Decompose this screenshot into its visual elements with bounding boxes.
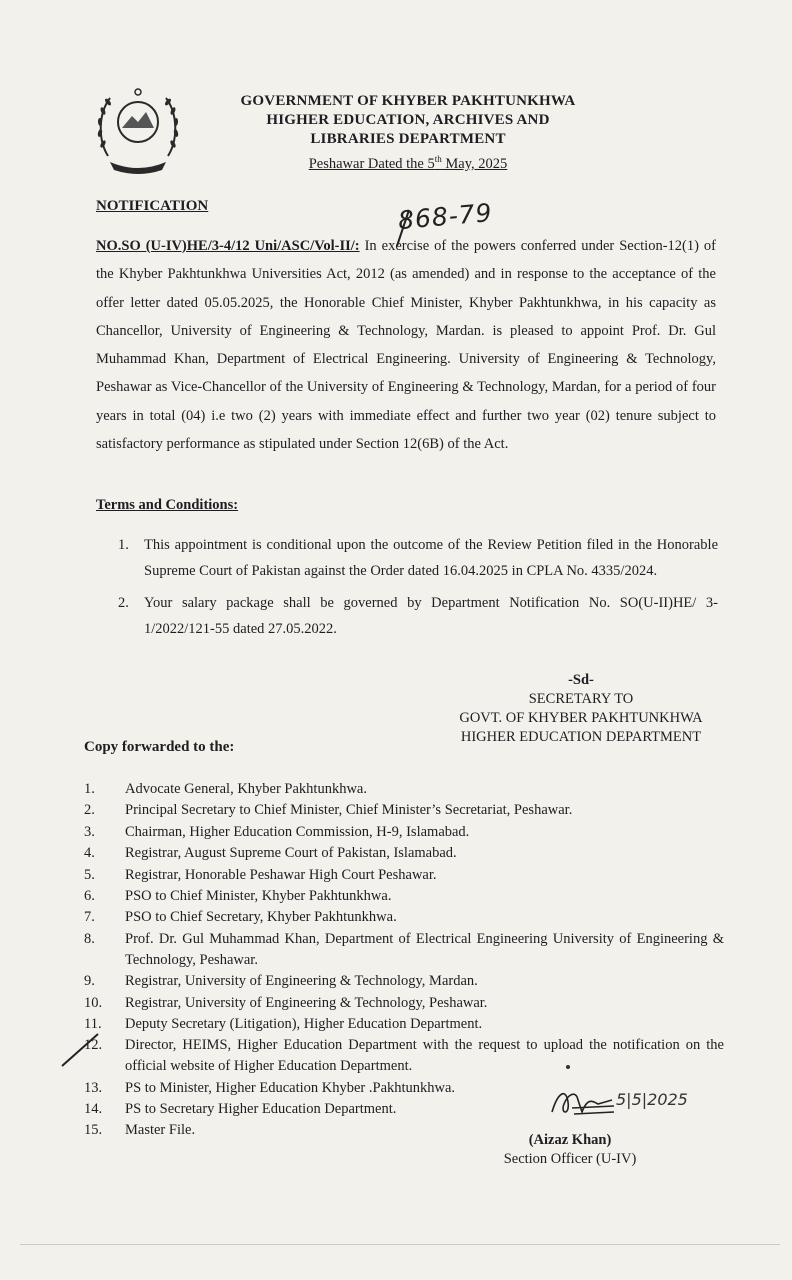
list-item — [84, 779, 724, 800]
list-item-text: PS to Secretary Higher Education Department. — [125, 1101, 397, 1118]
list-item-text: Registrar, University of Engineering & Technology, Mardan. — [125, 973, 478, 990]
list-item-number: 4. — [84, 845, 95, 862]
date-ordinal: th — [434, 154, 442, 164]
list-item-text: Registrar, University of Engineering & Technology, Peshawar. — [125, 994, 488, 1011]
list-item-text: Director, HEIMS, Higher Education Department with the request to upload the notification on the official website of Higher Education Department. — [125, 1037, 724, 1075]
list-item-text: Registrar, August Supreme Court of Pakistan, Islamabad. — [125, 845, 457, 862]
list-item-number: 7. — [84, 909, 95, 926]
list-item-text: Principal Secretary to Chief Minister, Chief Minister’s Secretariat, Peshawar. — [125, 802, 573, 819]
terms-item — [118, 590, 718, 642]
list-item — [84, 843, 724, 864]
list-item-number: 6. — [84, 887, 95, 904]
list-item-number: 8. — [84, 930, 95, 947]
list-item-text: Registrar, Honorable Peshawar High Court Peshawar. — [125, 866, 437, 883]
list-item-number: 1. — [84, 781, 95, 797]
copy-forwarded-title: Copy forwarded to the: — [84, 739, 235, 755]
list-item — [84, 1035, 724, 1077]
list-item — [84, 1014, 724, 1035]
notification-title: NOTIFICATION — [96, 198, 209, 214]
handwritten-sign-date: 5|5|2025 — [616, 1090, 688, 1109]
list-item-number: 11. — [84, 1015, 102, 1032]
signature-line: HIGHER EDUCATION DEPARTMENT — [460, 729, 702, 745]
list-item — [84, 800, 724, 821]
list-item-text: Master File. — [125, 1122, 196, 1139]
list-item-text: Chairman, Higher Education Commission, H-9, Islamabad. — [125, 823, 470, 840]
header-dateline — [228, 150, 588, 174]
header-department-line: HIGHER EDUCATION, ARCHIVES AND — [266, 112, 550, 128]
signature-line: SECRETARY TO — [528, 691, 634, 707]
list-item — [84, 993, 724, 1014]
list-item-text: PSO to Chief Secretary, Khyber Pakhtunkhwa. — [125, 909, 397, 926]
terms-item-text: This appointment is conditional upon the outcome of the Review Petition filed in the Honorable Supreme Court of Pakistan against the Order dated 16.04.2025 in CPLA No. 4335/2024. — [144, 537, 718, 579]
handwritten-diary-number: 868-79 — [396, 197, 494, 236]
list-item-text: Deputy Secretary (Litigation), Higher Education Department. — [125, 1015, 483, 1032]
terms-list — [118, 532, 718, 648]
section-officer-block — [490, 1131, 650, 1169]
list-item-text: PS to Minister, Higher Education Khyber .Pakhtunkhwa. — [125, 1079, 456, 1096]
copy-forwarded-list — [84, 779, 724, 1142]
list-item-number: 13. — [84, 1079, 103, 1096]
list-item-number: 2. — [84, 802, 95, 819]
list-item-number: 3. — [84, 823, 95, 840]
terms-item — [118, 532, 718, 584]
header-government: GOVERNMENT OF KHYBER PAKHTUNKHWA — [240, 93, 576, 109]
terms-title: Terms and Conditions: — [96, 497, 239, 513]
list-item-text: Advocate General, Khyber Pakhtunkhwa. — [125, 781, 367, 797]
ink-dot — [566, 1065, 570, 1069]
date-prefix: Peshawar Dated the 5 — [308, 155, 435, 172]
document-header — [228, 92, 588, 174]
header-department-line: LIBRARIES DEPARTMENT — [310, 131, 506, 147]
date-rest: May, 2025 — [441, 155, 508, 172]
officer-name: (Aizaz Khan) — [528, 1132, 612, 1148]
terms-item-number: 1. — [118, 537, 129, 553]
government-seal-logo — [88, 78, 188, 178]
list-item — [84, 865, 724, 886]
list-item — [84, 929, 724, 971]
signature-line: GOVT. OF KHYBER PAKHTUNKHWA — [459, 710, 703, 726]
list-item — [84, 971, 724, 992]
terms-item-text: Your salary package shall be governed by Department Notification No. SO(U-II)HE/ 3-1/2022/121-55 dated 27.05.2022. — [144, 595, 718, 637]
list-item-number: 9. — [84, 973, 95, 990]
list-item-text: Prof. Dr. Gul Muhammad Khan, Department of Electrical Engineering University of Engineering & Technology, Peshawar. — [125, 930, 724, 968]
notification-text: In exercise of the powers conferred under Section-12(1) of the Khyber Pakhtunkhwa Universities Act, 2012 (as amended) and in response to the acceptance of the offer letter dated 05.05.2025, the Honorable Chief Minister, Khyber Pakhtunkhwa, in his capacity as Chancellor, University of Engineering & Technology, Mardan. is pleased to appoint Prof. Dr. Gul Muhammad Khan, Department of Electrical Engineering. University of Engineering & Technology, Peshawar as Vice-Chancellor of the University of Engineering & Technology, Mardan, for a period of four years in total (04) i.e two (2) years with immediate effect and further two year (02) tenure subject to satisfactory performance as stipulated under Section 12(6B) of the Act. — [96, 238, 717, 453]
list-item-text: PSO to Chief Minister, Khyber Pakhtunkhwa. — [125, 887, 392, 904]
notification-body — [96, 232, 716, 458]
terms-item-number: 2. — [118, 595, 129, 611]
page-divider — [20, 1244, 780, 1245]
officer-designation: Section Officer (U-IV) — [503, 1151, 637, 1167]
notification-reference: NO.SO (U-IV)HE/3-4/12 Uni/ASC/Vol-II/: — [96, 238, 360, 254]
list-item-number: 14. — [84, 1101, 103, 1118]
handwritten-signature — [548, 1082, 618, 1122]
list-item — [84, 886, 724, 907]
list-item-number: 15. — [84, 1122, 103, 1139]
secretary-signature-block — [436, 671, 726, 747]
signed-mark: -Sd- — [568, 672, 594, 688]
list-item — [84, 907, 724, 928]
list-item-number: 12. — [84, 1037, 103, 1054]
list-item — [84, 822, 724, 843]
list-item-number: 5. — [84, 866, 95, 883]
list-item-number: 10. — [84, 994, 103, 1011]
